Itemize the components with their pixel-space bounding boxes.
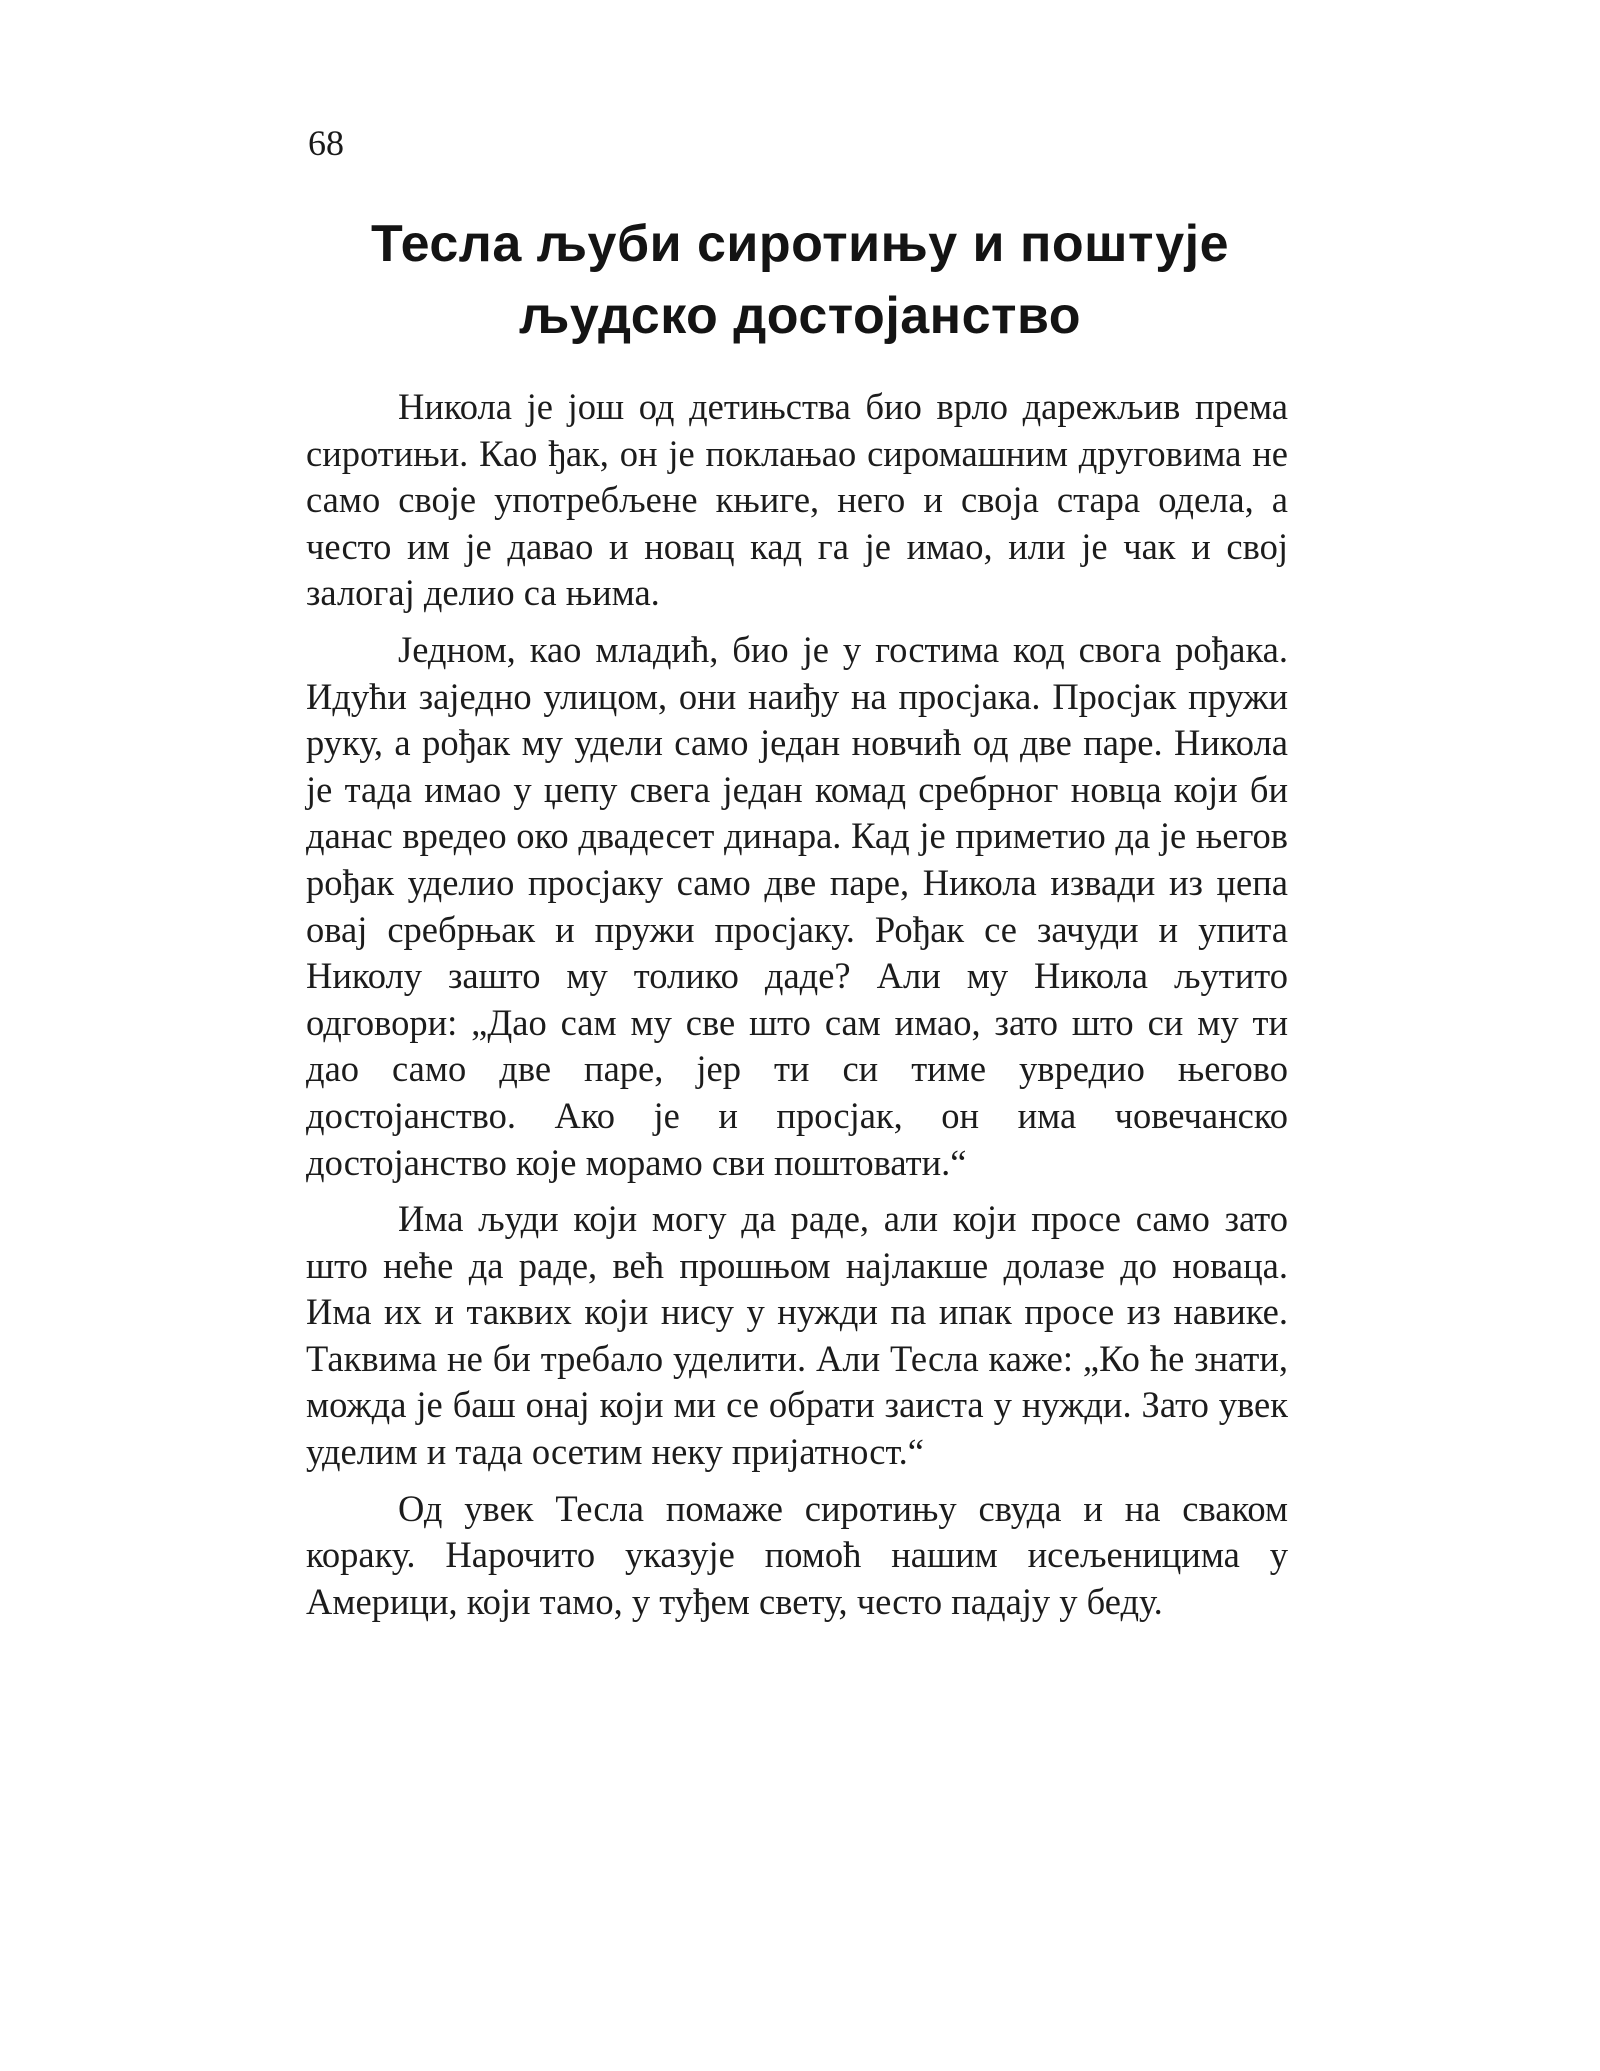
chapter-title-line-2: људско достојанство [518,287,1082,345]
paragraph: Једном, као младић, био је у гостима код свога рођака. Идући заједно улицом, они наиђу на просјака. Просјак пружи руку, а рођак му удели само један новчић од две паре. Никола је тада имао у џепу свега један комад сребрног новца који би данас вредео око двадесет динара. Кад је приметио да је његов рођак уделио просјаку само две паре, Никола извади из џепа овај сребрњак и пружи просјаку. Рођак се зачуди и упита Николу зашто му толико даде? Али му Никола љутито одговори: „Дао сам му све што сам имао, зато што си му ти дао само две паре, јер ти си тиме увредио његово достојанство. Ако је и просјак, он има човечанско достојанство које морамо сви поштовати.“ [306,628,1288,1183]
chapter-title-line-1: Тесла љуби сиротињу и поштује [370,215,1230,273]
paragraph: Никола је још од детињства био врло дарежљив према сиротињи. Као ђак, он је поклањао сиромашним друговима не само своје употребљене књиге, него и своја стара одела, а често им је давао и новац кад га је имао, или је чак и свој залогај делио са њима. [306,386,1288,614]
paragraph: Од увек Тесла помаже сиротињу свуда и на сваком кораку. Нарочито указује помоћ нашим исељеницима у Америци, који тамо, у туђем свету, често падају у беду. [306,1487,1288,1622]
chapter-title [290,208,1310,352]
chapter-body [306,384,1288,1625]
page-number: 68 [308,123,344,163]
paragraph: Има људи који могу да раде, али који просе само зато што неће да раде, већ прошњом најлакше долазе до новаца. Има их и таквих који нису у нужди па ипак просе из навике. Таквима не би требало уделити. Али Тесла каже: „Ко ће знати, можда је баш онај који ми се обрати заиста у нужди. Зато увек уделим и тада осетим неку пријатност.“ [306,1198,1288,1473]
